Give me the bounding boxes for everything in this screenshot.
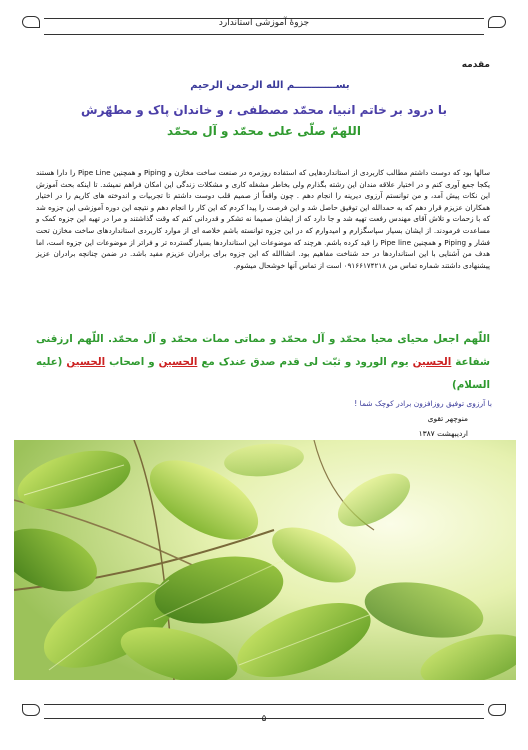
basmala: بســــــــــــم الله الرحمن الرحیم (190, 80, 350, 91)
signature-name: منوچهر تقوی (427, 414, 468, 423)
salawat-line: اللهمّ صلّی علی محمّد و آل محمّد (167, 124, 361, 138)
signature-date: اردیبهشت ۱۳۸۷ (418, 429, 468, 438)
page-header (14, 14, 514, 36)
salutation-line: با درود بر خاتم انبیا، محمّد مصطفی ، و خاندان پاک و مطهّرش (81, 103, 447, 117)
prayer-name-3: الحسین (66, 356, 106, 368)
footer-rule-top (44, 704, 484, 705)
header-rule-bottom (44, 34, 484, 35)
prayer-name-1: الحسین (412, 356, 452, 368)
prayer-name-2: الحسین (158, 356, 198, 368)
signature-wish: با آرزوی توفیق روزافزون برادر کوچک شما ! (354, 399, 492, 408)
prayer-part-4: (علیه السلام) (36, 356, 490, 391)
intro-paragraph: سالها بود که دوست داشتم مطالب کاربردی از استانداردهایی که استفاده روزمره در صنعت ساخت مخازن و Piping و همچنین Pipe Line را دارا هستند یکجا جمع آوری کنم و در اختیار علاقه مندان این رشته بگذارم ولی بخاطر مشغله کاری و مشکلات زندگی این امکان فراهم نمیشد. تا اینکه بحث آموزش این نکات پیش آمد، و من توانستم آرزوی دیرینه را انجام دهم . چون واقعاً از صمیم قلب دوست داشتم تا تجربیات و اندوخته های کاریم را در اختیار همکاران عزیزم قرار دهم که به حمدالله این توفیق حاصل شد و این فرصت را پیدا کردم که این کار را انجام دهم و نتیجه این دوره آموزشی این جزوه شد که با زحمات و تلاش آقای مهندس رفعت تهیه شد و جا دارد که از ایشان صمیما نه تشکر و قدردانی کنم که وقت گذاشتند و مرا در تهیه این جزوه کمک و مساعدت فرمودند. از ایشان بسیار سپاسگزارم و امیدوارم که در این جزوه توانسته باشم خلاصه ای از موارد کاربردی استانداردهای ساخت مخازن تحت فشار و Piping و همچنین Pipe line را قید کرده باشم. هرچند که موضوعات این استانداردها بسیار گسترده تر و فراتر از موضوعات این جزوه است، اما هدف من آشنایی با این استانداردها در حد شناخت مفاهیم بود. انشاالله که این جزوه برای برادران عزیزم مفید باشد. در ضمن چنانچه برادران عزیز پیشنهادی داشتند شماره تماس من ۰۹۱۶۶۱۷۴۲۱۸ است از تماس آنها خوشحال میشوم. (36, 168, 490, 270)
prayer-part-1: اللّهم اجعل محیای محیا محمّد و آل محمّد و مماتی ممات محمّد و آل محمّد. اللّهم ارزقنی شفاعة (36, 333, 490, 368)
page-number: ۵ (261, 714, 267, 724)
section-title: مقدمه (461, 60, 490, 70)
header-title: جزوهٔ آموزشی استاندارد (218, 18, 310, 28)
green-leaves-photo (14, 440, 516, 680)
prayer-part-3: و اصحاب (105, 356, 159, 368)
leaves-illustration (14, 440, 516, 680)
prayer-part-2: یوم الورود و ثبّت لی قدم صدق عندک مع (197, 356, 413, 368)
page-footer (14, 702, 514, 732)
prayer-paragraph (36, 328, 490, 397)
